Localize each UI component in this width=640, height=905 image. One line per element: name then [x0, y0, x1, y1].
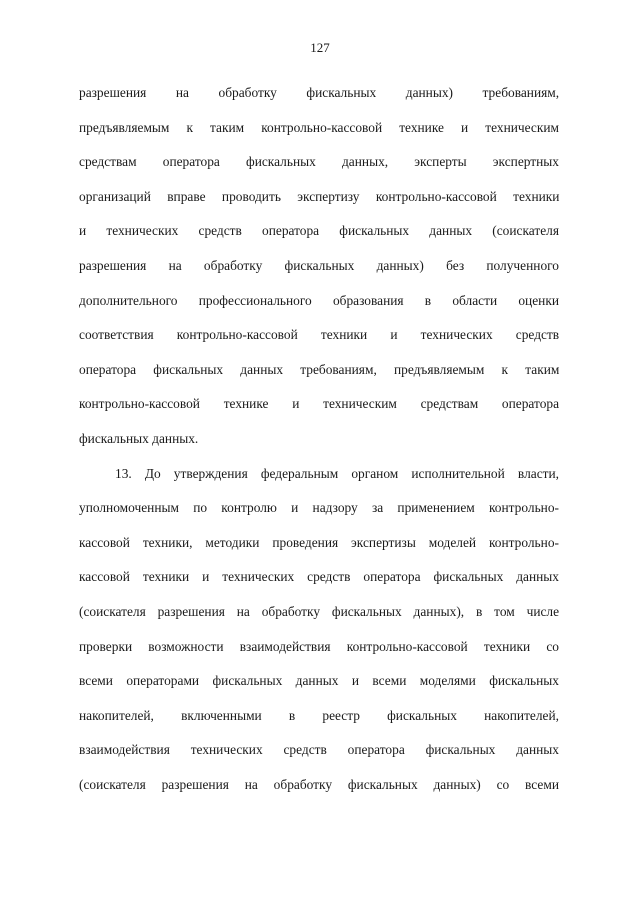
text-line: соответствия контрольно-кассовой техники и технических средств — [79, 327, 560, 343]
text-line: организаций вправе проводить экспертизу контрольно-кассовой техники — [79, 188, 560, 204]
text-line: средствам оператора фискальных данных, эксперты экспертных — [79, 154, 559, 170]
text-line: предъявляемым к таким контрольно-кассовой технике и техническим — [79, 119, 559, 135]
text-line: фискальных данных. — [79, 430, 199, 446]
text-line: кассовой техники и технических средств оператора фискальных данных — [79, 569, 559, 585]
text-line: (соискателя разрешения на обработку фискальных данных) со всеми — [79, 776, 559, 792]
document-body — [79, 76, 559, 802]
paragraph-continuation — [79, 76, 559, 457]
text-line: уполномоченным по контролю и надзору за применением контрольно- — [79, 500, 559, 516]
text-line: проверки возможности взаимодействия контрольно-кассовой техники со — [79, 638, 559, 654]
paragraph-13 — [79, 457, 559, 803]
page-number: 127 — [310, 40, 330, 55]
text-line: разрешения на обработку фискальных данных) требованиям, — [79, 85, 560, 100]
text-line: контрольно-кассовой технике и техническим средствам оператора — [79, 396, 560, 412]
text-line: (соискателя разрешения на обработку фискальных данных), в том числе — [79, 603, 560, 619]
text-line: разрешения на обработку фискальных данных) без полученного — [79, 257, 559, 273]
text-line: кассовой техники, методики проведения экспертизы моделей контрольно- — [79, 534, 559, 550]
text-line: всеми операторами фискальных данных и всеми моделями фискальных — [79, 673, 559, 689]
text-line: оператора фискальных данных требованиям, предъявляемым к таким — [79, 361, 560, 377]
text-line: 13. До утверждения федеральным органом исполнительной власти, — [115, 465, 559, 481]
text-line: взаимодействия технических средств оператора фискальных данных — [79, 742, 559, 758]
text-line: и технических средств оператора фискальных данных (соискателя — [79, 223, 559, 239]
text-line: накопителей, включенными в реестр фискальных накопителей, — [79, 707, 559, 723]
text-line: дополнительного профессионального образования в области оценки — [79, 292, 559, 308]
